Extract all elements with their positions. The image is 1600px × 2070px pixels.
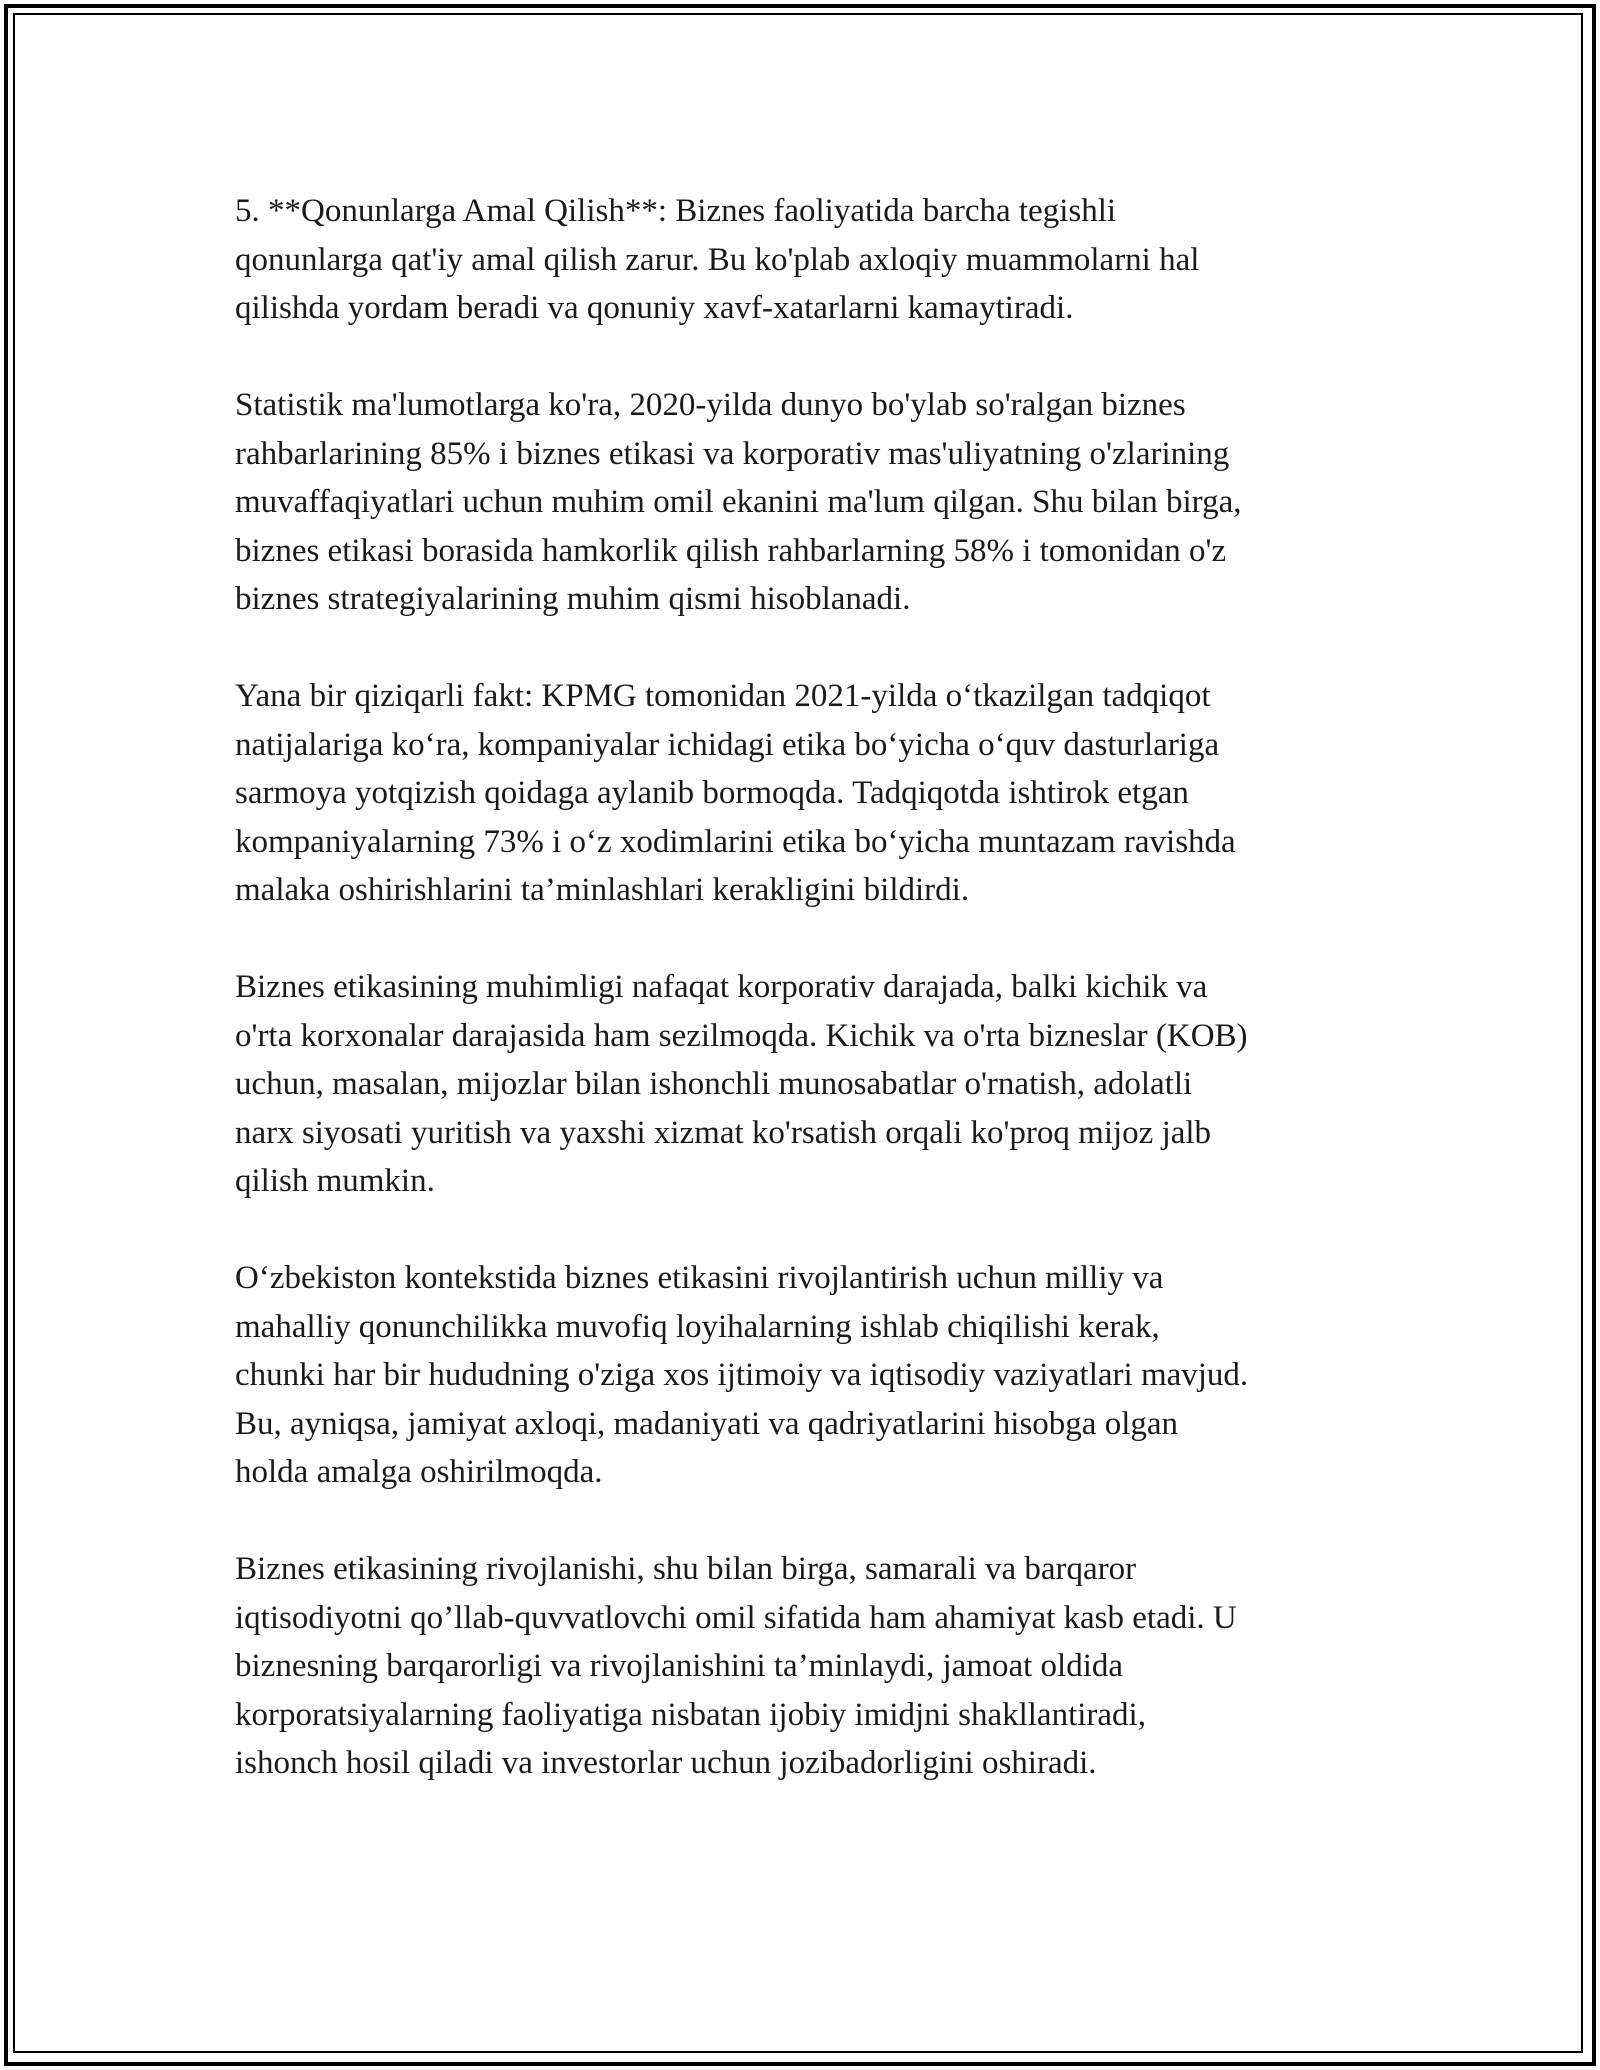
paragraph-uzbekistan-context: Oʻzbekiston kontekstida biznes etikasini rivojlantirish uchun milliy va mahalliy qonunchilikka muvofiq loyihalarning ishlab chiqilishi kerak, chunki har bir hududning o'ziga xos ijtimoiy va iqtisodiy vaziyatlari mavjud. Bu, ayniqsa, jamiyat axloqi, madaniyati va qadriyatlarini hisobga olgan holda amalga oshirilmoqda. <box>235 1260 1249 1490</box>
paragraph-small-medium-business: Biznes etikasining muhimligi nafaqat korporativ darajada, balki kichik va o'rta korxonalar darajasida ham sezilmoqda. Kichik va o'rta bizneslar (KOB) uchun, masalan, mijozlar bilan ishonchli munosabatlar o'rnatish, adolatli narx siyosati yuritish va yaxshi xizmat ko'rsatish orqali ko'proq mijoz jalb qilish mumkin. <box>235 969 1248 1199</box>
paragraph-sustainable-economy: Biznes etikasining rivojlanishi, shu bilan birga, samarali va barqaror iqtisodiyotni qo’llab-quvvatlovchi omil sifatida ham ahamiyat kasb etadi. U biznesning barqarorligi va rivojlanishini ta’minlaydi, jamoat oldida korporatsiyalarning faoliyatiga nisbatan ijobiy imidjni shakllantiradi, ishonch hosil qiladi va investorlar uchun jozibadorligini oshiradi. <box>235 1551 1237 1781</box>
paragraph-law-compliance: 5. **Qonunlarga Amal Qilish**: Biznes faoliyatida barcha tegishli qonunlarga qat'iy amal qilish zarur. Bu ko'plab axloqiy muammolarni hal qilishda yordam beradi va qonuniy xavf-xatarlarni kamaytiradi. <box>235 193 1200 326</box>
document-body <box>235 187 1375 1836</box>
paragraph-kpmg-2021: Yana bir qiziqarli fakt: KPMG tomonidan 2021-yilda oʻtkazilgan tadqiqot natijalariga koʻra, kompaniyalar ichidagi etika boʻyicha oʻquv dasturlariga sarmoya yotqizish qoidaga aylanib bormoqda. Tadqiqotda ishtirok etgan kompaniyalarning 73% i oʻz xodimlarini etika boʻyicha muntazam ravishda malaka oshirishlarini ta’minlashlari kerakligini bildirdi. <box>235 678 1236 908</box>
paragraph-statistics-2020: Statistik ma'lumotlarga ko'ra, 2020-yilda dunyo bo'ylab so'ralgan biznes rahbarlarining 85% i biznes etikasi va korporativ mas'uliyatning o'zlarining muvaffaqiyatlari uchun muhim omil ekanini ma'lum qilgan. Shu bilan birga, biznes etikasi borasida hamkorlik qilish rahbarlarning 58% i tomonidan o'z biznes strategiyalarining muhim qismi hisoblanadi. <box>235 387 1242 617</box>
